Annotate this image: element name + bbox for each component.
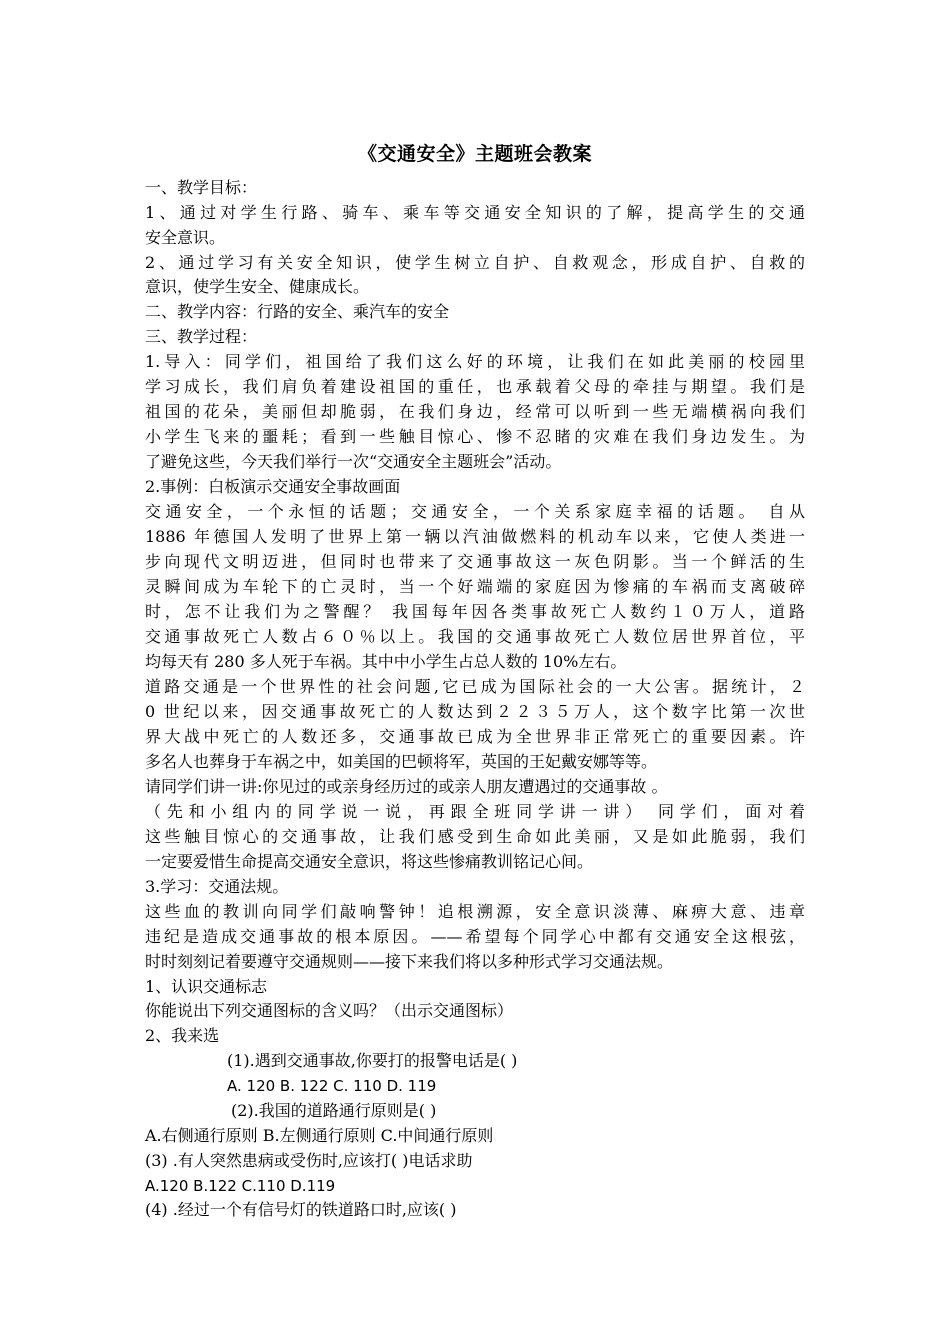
list-heading-choose: 2、我来选 <box>145 1026 220 1045</box>
paragraph-line: 了避免这些，今天我们举行一次“交通安全主题班会”活动。 <box>145 452 562 471</box>
paragraph-line: 你能说出下列交通图标的含义吗？（出示交通图标） <box>145 1001 514 1020</box>
question-3: (3) .有人突然患病或受伤时,应该打( )电话求助 <box>145 1151 473 1170</box>
paragraph-line: 学习成长，我们肩负着建设祖国的重任，也承载着父母的牵挂与期望。我们是 <box>145 377 805 396</box>
paragraph-line: 1.导入：同学们，祖国给了我们这么好的环境，让我们在如此美丽的校园里 <box>145 352 805 371</box>
paragraph-line: 请同学们讲一讲:你见过的或亲身经历过的或亲人朋友遭遇过的交通事故 。 <box>145 777 668 796</box>
paragraph-line: 界大战中死亡的人数还多，交通事故已成为全世界非正常死亡的重要因素。许 <box>145 727 805 746</box>
question-1-options: A. 120 B. 122 C. 110 D. 119 <box>227 1077 437 1095</box>
subheading-study: 3.学习：交通法规。 <box>145 877 289 896</box>
paragraph-line: 步向现代文明迈进，但同时也带来了交通事故这一灰色阴影。当一个鲜活的生 <box>145 552 805 571</box>
paragraph-line: 时，怎不让我们为之警醒？ 我国每年因各类事故死亡人数约１０万人，道路 <box>145 602 805 621</box>
paragraph-line: 0 世纪以来，因交通事故死亡的人数达到２２３５万人，这个数字比第一次世 <box>145 702 805 721</box>
paragraph-line: 小学生飞来的噩耗；看到一些触目惊心、惨不忍睹的灾难在我们身边发生。为 <box>145 427 805 446</box>
paragraph-line: 2、通过学习有关安全知识，使学生树立自护、自救观念，形成自护、自救的 <box>145 253 805 272</box>
question-2: (2).我国的道路通行原则是( ) <box>231 1101 437 1120</box>
paragraph-line: 安全意识。 <box>145 228 226 247</box>
question-1: (1).遇到交通事故,你要打的报警电话是( ) <box>227 1051 518 1070</box>
paragraph-line: 1、通过对学生行路、骑车、乘车等交通安全知识的了解，提高学生的交通 <box>145 203 805 222</box>
question-2-options: A.右侧通行原则 B.左侧通行原则 C.中间通行原则 <box>145 1126 494 1145</box>
paragraph-line: 灵瞬间成为车轮下的亡灵时，当一个好端端的家庭因为惨痛的车祸而支离破碎 <box>145 577 805 596</box>
section-heading-content: 二、教学内容：行路的安全、乘汽车的安全 <box>145 302 450 321</box>
paragraph-line: 1886 年德国人发明了世界上第一辆以汽油做燃料的机动车以来，它使人类进一 <box>145 527 805 546</box>
paragraph-line: 这些触目惊心的交通事故，让我们感受到生命如此美丽，又是如此脆弱，我们 <box>145 827 805 846</box>
paragraph-line: 交通安全，一个永恒的话题；交通安全，一个关系家庭幸福的话题。 自从 <box>145 502 805 521</box>
paragraph-line: （先和小组内的同学说一说，再跟全班同学讲一讲） 同学们，面对着 <box>145 802 805 821</box>
paragraph-line: 一定要爱惜生命提高交通安全意识，将这些惨痛教训铭记心间。 <box>145 852 594 871</box>
paragraph-line: 均每天有 280 多人死于车祸。其中中小学生占总人数的 10%左右。 <box>145 652 627 671</box>
paragraph-line: 意识，使学生安全、健康成长。 <box>145 277 370 296</box>
paragraph-line: 交通事故死亡人数占６０％以上。我国的交通事故死亡人数位居世界首位，平 <box>145 627 805 646</box>
paragraph-line: 违纪是造成交通事故的根本原因。——希望每个同学心中都有交通安全这根弦， <box>145 927 805 946</box>
document-title: 《交通安全》主题班会教案 <box>357 143 592 165</box>
subheading-example: 2.事例：白板演示交通安全事故画面 <box>145 477 401 496</box>
question-4: (4) .经过一个有信号灯的铁道路口时,应该( ) <box>145 1200 457 1219</box>
section-heading-process: 三、教学过程： <box>145 327 258 346</box>
paragraph-line: 时时刻刻记着要遵守交通规则——接下来我们将以多种形式学习交通法规。 <box>145 952 674 971</box>
paragraph-line: 道路交通是一个世界性的社会问题,它已成为国际社会的一大公害。据统计，２ <box>145 677 805 696</box>
paragraph-line: 多名人也葬身于车祸之中，如美国的巴顿将军，英国的王妃戴安娜等等。 <box>145 752 658 771</box>
list-heading-signs: 1、认识交通标志 <box>145 977 268 996</box>
paragraph-line: 祖国的花朵，美丽但却脆弱，在我们身边，经常可以听到一些无端横祸向我们 <box>145 402 805 421</box>
section-heading-objectives: 一、教学目标： <box>145 178 258 197</box>
paragraph-line: 这些血的教训向同学们敲响警钟！追根溯源，安全意识淡薄、麻痹大意、违章 <box>145 902 805 921</box>
question-3-options: A.120 B.122 C.110 D.119 <box>145 1177 336 1195</box>
